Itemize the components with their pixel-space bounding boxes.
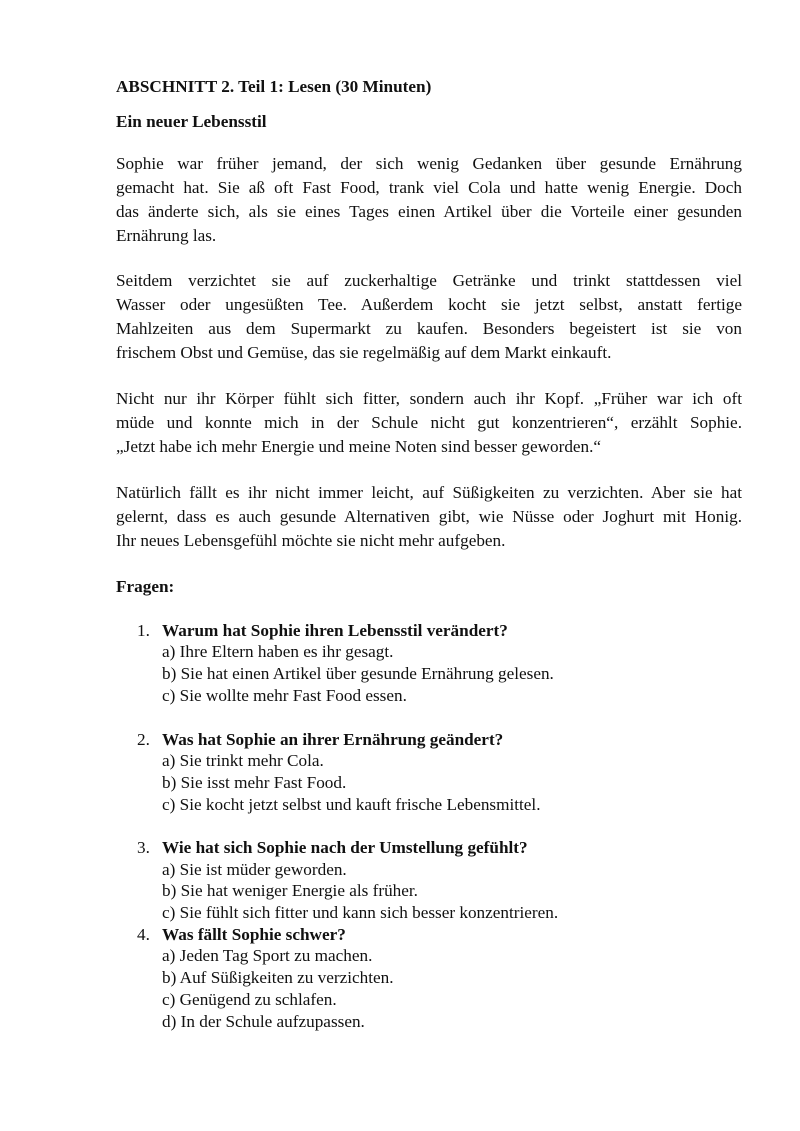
question-number: 2.: [137, 730, 150, 749]
paragraph-line: frischem Obst und Gemüse, das sie regelmäßig auf dem Markt einkauft.: [116, 343, 612, 362]
answer-option: c) Sie wollte mehr Fast Food essen.: [162, 686, 407, 705]
answer-option: a) Ihre Eltern haben es ihr gesagt.: [162, 642, 394, 661]
answer-option: b) Sie hat weniger Energie als früher.: [162, 881, 418, 900]
answer-option: b) Auf Süßigkeiten zu verzichten.: [162, 968, 394, 987]
answer-option: c) Sie fühlt sich fitter und kann sich besser konzentrieren.: [162, 903, 559, 922]
question-text: Warum hat Sophie ihren Lebensstil verändert?: [162, 621, 508, 640]
paragraph-line: gelernt, dass es auch gesunde Alternativen gibt, wie Nüsse oder Joghurt mit Honig.: [116, 507, 742, 526]
answer-option: a) Jeden Tag Sport zu machen.: [162, 946, 373, 965]
section-heading: ABSCHNITT 2. Teil 1: Lesen (30 Minuten): [116, 77, 432, 96]
question-text: Was fällt Sophie schwer?: [162, 925, 346, 944]
answer-option: c) Sie kocht jetzt selbst und kauft frische Lebensmittel.: [162, 795, 541, 814]
article-title: Ein neuer Lebensstil: [116, 112, 267, 131]
answer-option: d) In der Schule aufzupassen.: [162, 1012, 365, 1031]
paragraph-line: müde und konnte mich in der Schule nicht gut konzentrieren“, erzählt Sophie.: [116, 413, 742, 432]
paragraph-line: Seitdem verzichtet sie auf zuckerhaltige Getränke und trinkt stattdessen viel: [116, 271, 742, 290]
answer-option: b) Sie hat einen Artikel über gesunde Ernährung gelesen.: [162, 664, 554, 683]
paragraph-line: Natürlich fällt es ihr nicht immer leicht, auf Süßigkeiten zu verzichten. Aber sie hat: [116, 483, 742, 502]
paragraph-line: Ihr neues Lebensgefühl möchte sie nicht mehr aufgeben.: [116, 531, 506, 550]
answer-option: c) Genügend zu schlafen.: [162, 990, 337, 1009]
paragraph-line: Nicht nur ihr Körper fühlt sich fitter, sondern auch ihr Kopf. „Früher war ich oft: [116, 389, 742, 408]
answer-option: b) Sie isst mehr Fast Food.: [162, 773, 347, 792]
paragraph-line: „Jetzt habe ich mehr Energie und meine Noten sind besser geworden.“: [116, 437, 602, 456]
paragraph-line: Wasser oder ungesüßten Tee. Außerdem kocht sie jetzt selbst, anstatt fertige: [116, 295, 742, 314]
question-text: Wie hat sich Sophie nach der Umstellung gefühlt?: [162, 838, 528, 857]
paragraph-line: Ernährung las.: [116, 226, 217, 245]
paragraph-line: Sophie war früher jemand, der sich wenig Gedanken über gesunde Ernährung: [116, 154, 742, 173]
answer-option: a) Sie trinkt mehr Cola.: [162, 751, 324, 770]
question-number: 3.: [137, 838, 150, 857]
question-number: 1.: [137, 621, 150, 640]
question-number: 4.: [137, 925, 150, 944]
paragraph-line: Mahlzeiten aus dem Supermarkt zu kaufen. Besonders begeistert ist sie von: [116, 319, 742, 338]
question-text: Was hat Sophie an ihrer Ernährung geändert?: [162, 730, 504, 749]
paragraph-line: das änderte sich, als sie eines Tages einen Artikel über die Vorteile einer gesunden: [116, 202, 742, 221]
questions-heading: Fragen:: [116, 577, 175, 596]
paragraph-line: gemacht hat. Sie aß oft Fast Food, trank viel Cola und hatte wenig Energie. Doch: [116, 178, 742, 197]
answer-option: a) Sie ist müder geworden.: [162, 860, 347, 879]
